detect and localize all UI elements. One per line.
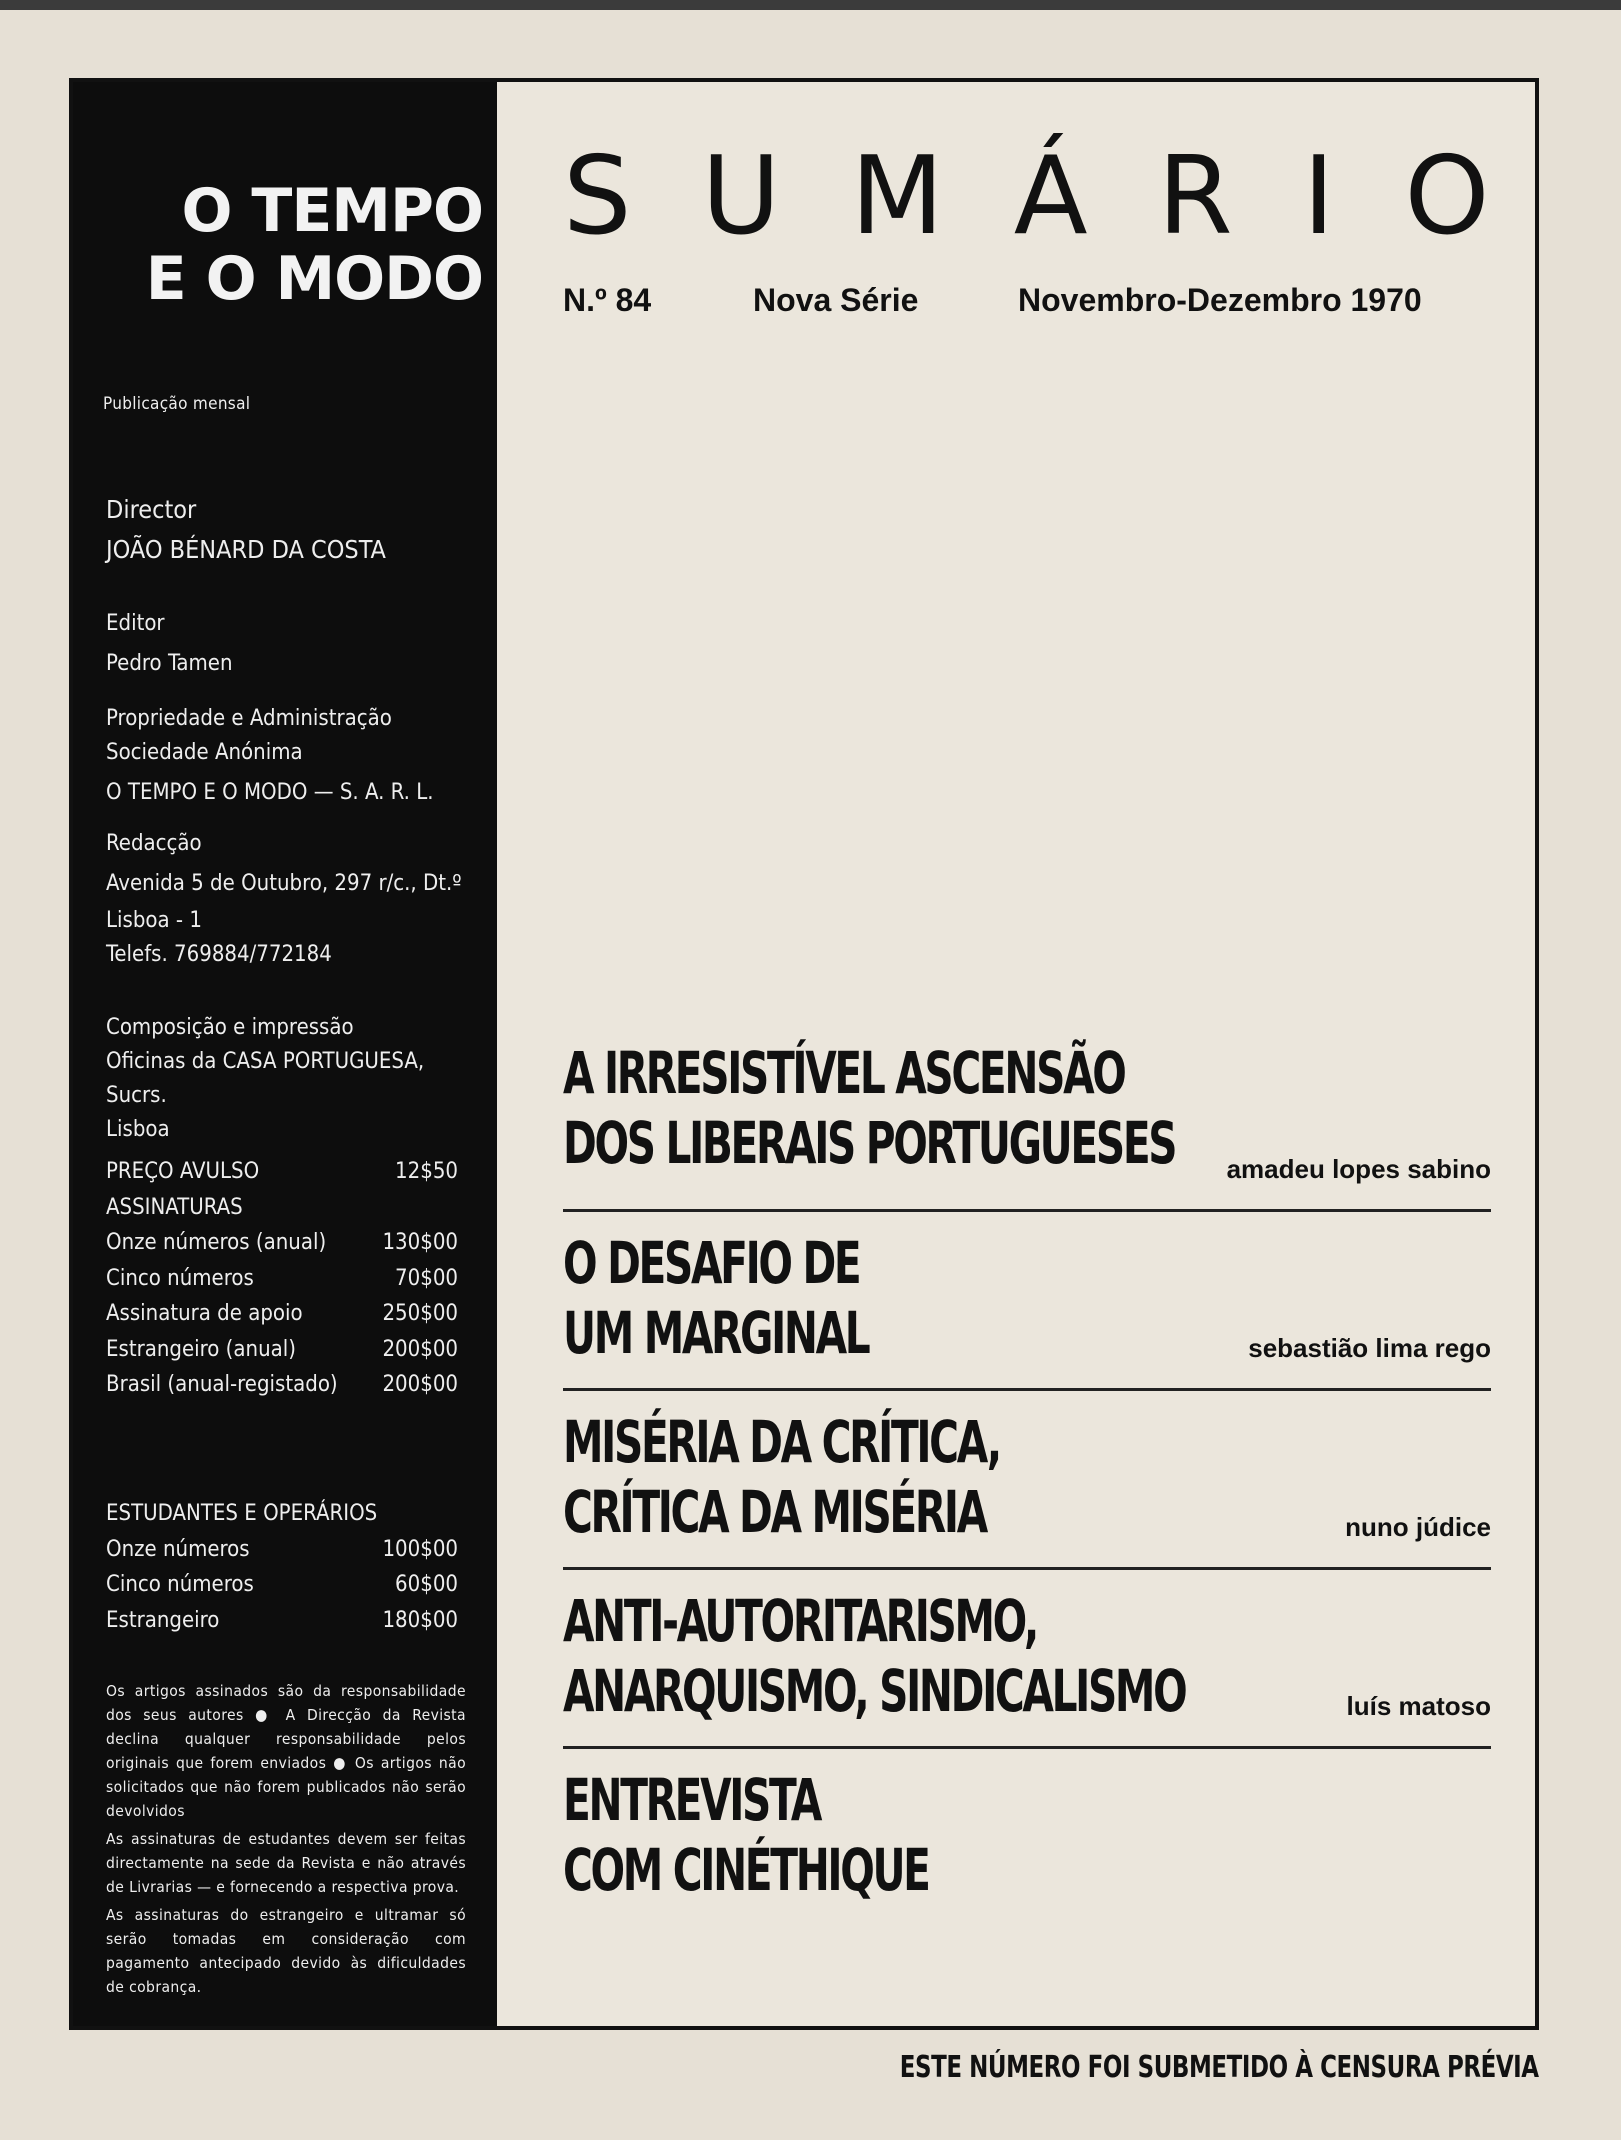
article-author: sebastião lima rego — [1248, 1333, 1491, 1363]
price-value: 12$50 — [395, 1159, 458, 1184]
price-row — [106, 1367, 458, 1403]
issue-series: Nova Série — [753, 282, 919, 318]
price-label: Estrangeiro — [106, 1607, 220, 1633]
article-list — [563, 1022, 1491, 1928]
logo-line-2: E O MODO — [145, 244, 483, 314]
note-paragraph: Os artigos assinados são da responsabilidade dos seus autores ● A Direcção da Revista declina qualquer responsabilidade pelos originais que forem enviados ● Os artigos não solicitados que não forem publicados não serão devolvidos — [106, 1682, 466, 1820]
price-list — [106, 1154, 458, 1403]
price-row — [106, 1296, 458, 1332]
price-row — [106, 1603, 458, 1639]
price-value: 130$00 — [382, 1230, 458, 1255]
issue-number: N.º 84 — [563, 282, 652, 318]
editor-label: Editor — [106, 611, 165, 636]
composition-label: Composição e impressão — [106, 1015, 354, 1040]
page-top-edge — [0, 0, 1621, 10]
article-title — [563, 1765, 929, 1905]
price-label: PREÇO AVULSO — [106, 1159, 260, 1184]
property-label: Propriedade e Administração — [106, 706, 392, 731]
price-label: Assinatura de apoio — [106, 1301, 303, 1326]
masthead-sidebar — [73, 82, 497, 2026]
price-row — [106, 1332, 458, 1368]
redaccao-city: Lisboa - 1 — [106, 908, 202, 933]
note-paragraph: As assinaturas de estudantes devem ser feitas directamente na sede da Revista e não através de Livrarias — e fornecendo a respectiva prova. — [106, 1830, 466, 1896]
director-block — [106, 490, 476, 570]
price-row — [106, 1532, 458, 1568]
article-author: luís matoso — [1346, 1691, 1491, 1721]
article-title-line: MISÉRIA DA CRÍTICA, — [563, 1408, 1000, 1476]
article-title — [563, 1228, 868, 1368]
article-entry[interactable] — [563, 1022, 1491, 1212]
editor-name: Pedro Tamen — [106, 651, 233, 676]
redaccao-block — [106, 824, 476, 972]
article-title — [563, 1407, 1000, 1547]
price-label: Estrangeiro (anual) — [106, 1336, 296, 1362]
article-title-line: COM CINÉTHIQUE — [563, 1836, 929, 1904]
contents-panel — [497, 82, 1560, 2026]
price-label: Brasil (anual-registado) — [106, 1372, 338, 1397]
article-author: nuno júdice — [1345, 1512, 1491, 1542]
student-price-list — [106, 1496, 458, 1638]
price-label: Onze números — [106, 1536, 250, 1562]
redaccao-phone: Telefs. 769884/772184 — [106, 942, 332, 967]
price-value: 250$00 — [382, 1301, 458, 1326]
price-row — [106, 1225, 458, 1261]
price-row — [106, 1261, 458, 1297]
article-author: amadeu lopes sabino — [1226, 1154, 1491, 1184]
director-name: JOÃO BÉNARD DA COSTA — [106, 535, 386, 564]
price-row — [106, 1567, 458, 1603]
publication-frequency: Publicação mensal — [103, 394, 251, 414]
article-title-line: ANTI-AUTORITARISMO, — [563, 1587, 1038, 1655]
article-title-line: A IRRESISTÍVEL ASCENSÃO — [563, 1039, 1125, 1107]
article-entry[interactable] — [563, 1749, 1491, 1928]
article-title-line: ANARQUISMO, SINDICALISMO — [563, 1657, 1186, 1725]
composition-line-2: Oficinas da CASA PORTUGUESA, Sucrs. — [106, 1049, 425, 1108]
page-frame — [69, 78, 1560, 2030]
price-value: 60$00 — [395, 1572, 458, 1597]
price-label: Onze números (anual) — [106, 1230, 327, 1255]
students-heading: ESTUDANTES E OPERÁRIOS — [106, 1501, 378, 1526]
article-title — [563, 1586, 1185, 1726]
price-value: 200$00 — [382, 1336, 458, 1362]
property-line-3: O TEMPO E O MODO — S. A. R. L. — [106, 780, 434, 805]
issue-date: Novembro-Dezembro 1970 — [1018, 282, 1422, 318]
redaccao-address: Avenida 5 de Outubro, 297 r/c., Dt.º — [106, 871, 462, 896]
article-title — [563, 1038, 1175, 1178]
article-entry[interactable] — [563, 1570, 1491, 1749]
price-row-single — [106, 1154, 458, 1190]
note-paragraph: As assinaturas do estrangeiro e ultramar só serão tomadas em consideração com pagamento antecipado devido às dificuldades de cobrança. — [106, 1906, 466, 1996]
composition-block — [106, 1011, 476, 1147]
editor-block — [106, 604, 476, 684]
censorship-notice: ESTE NÚMERO FOI SUBMETIDO À CENSURA PRÉVIA — [900, 2050, 1539, 2085]
legal-notes — [106, 1679, 466, 2003]
price-label: Cinco números — [106, 1265, 254, 1291]
magazine-logo — [103, 177, 483, 313]
article-title-line: CRÍTICA DA MISÉRIA — [563, 1478, 986, 1546]
price-label: Cinco números — [106, 1572, 254, 1597]
composition-city: Lisboa — [106, 1117, 170, 1142]
subscriptions-heading: ASSINATURAS — [106, 1194, 243, 1220]
article-entry[interactable] — [563, 1212, 1491, 1391]
page-title: SUMÁRIO — [563, 134, 1560, 259]
article-title-line: O DESAFIO DE — [563, 1229, 860, 1297]
price-value: 180$00 — [382, 1607, 458, 1633]
property-block — [106, 702, 476, 810]
article-title-line: UM MARGINAL — [563, 1299, 869, 1367]
article-entry[interactable] — [563, 1391, 1491, 1570]
price-value: 70$00 — [395, 1265, 458, 1291]
article-title-line: ENTREVISTA — [563, 1766, 821, 1834]
property-line-2: Sociedade Anónima — [106, 740, 303, 765]
price-value: 100$00 — [382, 1536, 458, 1562]
article-title-line: DOS LIBERAIS PORTUGUESES — [563, 1109, 1176, 1177]
director-label: Director — [106, 495, 197, 524]
redaccao-label: Redacção — [106, 831, 202, 856]
price-value: 200$00 — [382, 1372, 458, 1397]
logo-line-1: O TEMPO — [181, 176, 483, 246]
